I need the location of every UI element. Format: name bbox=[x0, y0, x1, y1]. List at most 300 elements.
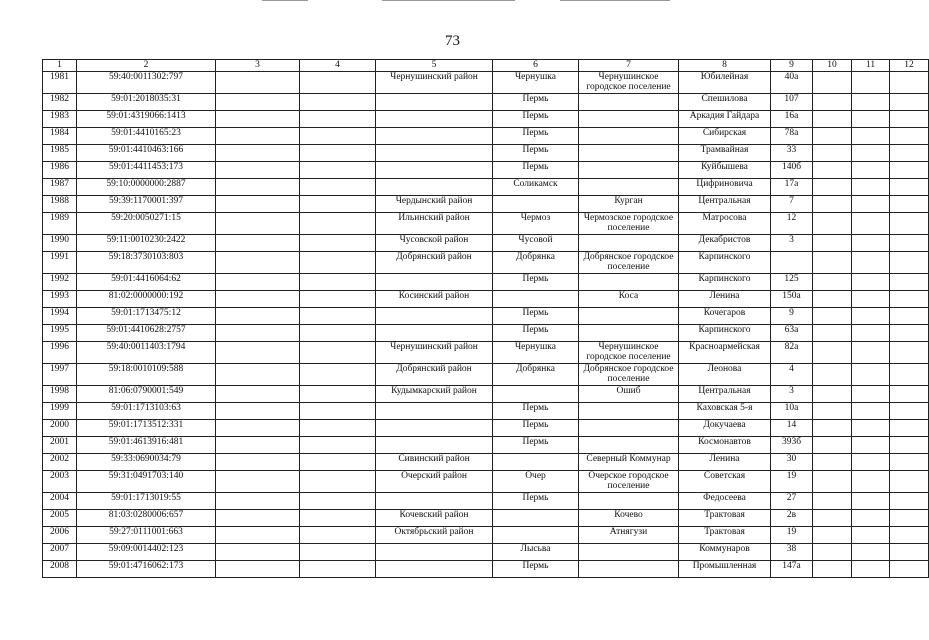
cell-row-number: 1995 bbox=[43, 325, 77, 342]
cell-settlement: Пермь bbox=[493, 111, 579, 128]
cell-municipality-or-locality bbox=[579, 94, 679, 111]
column-header: 2 bbox=[77, 60, 216, 72]
cell-col-12 bbox=[890, 291, 929, 308]
cell-municipality-or-locality bbox=[579, 493, 679, 510]
cell-cadastral-number: 59:01:1713103:63 bbox=[77, 403, 216, 420]
cell-district: Чердынский район bbox=[376, 196, 493, 213]
cell-settlement bbox=[493, 291, 579, 308]
cell-municipality-or-locality bbox=[579, 235, 679, 252]
cell-col-3 bbox=[216, 162, 300, 179]
cell-col-12 bbox=[890, 527, 929, 544]
cell-col-10 bbox=[813, 196, 852, 213]
cell-municipality-or-locality bbox=[579, 162, 679, 179]
cell-municipality-or-locality bbox=[579, 420, 679, 437]
table-row bbox=[43, 510, 929, 527]
column-header: 5 bbox=[376, 60, 493, 72]
cell-cadastral-number: 59:01:1713512:331 bbox=[77, 420, 216, 437]
cell-row-number: 1998 bbox=[43, 386, 77, 403]
cell-district bbox=[376, 179, 493, 196]
cell-col-11 bbox=[852, 111, 890, 128]
cell-settlement bbox=[493, 454, 579, 471]
cell-col-12 bbox=[890, 308, 929, 325]
registry-table bbox=[42, 59, 929, 578]
scan-artifact-line bbox=[382, 0, 515, 1]
cell-district: Чусовской район bbox=[376, 235, 493, 252]
cell-street: Сибирская bbox=[679, 128, 771, 145]
cell-house-number: 3 bbox=[771, 386, 813, 403]
cell-street: Кочегаров bbox=[679, 308, 771, 325]
cell-col-12 bbox=[890, 111, 929, 128]
cell-cadastral-number: 59:01:2018035:31 bbox=[77, 94, 216, 111]
cell-col-10 bbox=[813, 364, 852, 386]
cell-street: Матросова bbox=[679, 213, 771, 235]
cell-col-10 bbox=[813, 386, 852, 403]
cell-col-10 bbox=[813, 454, 852, 471]
cell-municipality-or-locality: Северный Коммунар bbox=[579, 454, 679, 471]
cell-municipality-or-locality: Добрянское городское поселение bbox=[579, 364, 679, 386]
cell-col-11 bbox=[852, 162, 890, 179]
cell-row-number: 1981 bbox=[43, 72, 77, 94]
cell-col-12 bbox=[890, 128, 929, 145]
cell-col-11 bbox=[852, 274, 890, 291]
cell-district: Косинский район bbox=[376, 291, 493, 308]
cell-settlement bbox=[493, 196, 579, 213]
cell-col-10 bbox=[813, 544, 852, 561]
cell-settlement: Добрянка bbox=[493, 252, 579, 274]
cell-house-number: 27 bbox=[771, 493, 813, 510]
cell-cadastral-number: 81:06:0790001:549 bbox=[77, 386, 216, 403]
cell-cadastral-number: 59:01:1713019:55 bbox=[77, 493, 216, 510]
cell-settlement: Очер bbox=[493, 471, 579, 493]
cell-settlement: Пермь bbox=[493, 128, 579, 145]
cell-house-number: 82а bbox=[771, 342, 813, 364]
cell-municipality-or-locality bbox=[579, 308, 679, 325]
cell-col-11 bbox=[852, 544, 890, 561]
cell-col-10 bbox=[813, 291, 852, 308]
cell-col-3 bbox=[216, 364, 300, 386]
cell-row-number: 1986 bbox=[43, 162, 77, 179]
cell-col-11 bbox=[852, 437, 890, 454]
cell-col-10 bbox=[813, 527, 852, 544]
column-header: 6 bbox=[493, 60, 579, 72]
cell-col-3 bbox=[216, 145, 300, 162]
cell-col-12 bbox=[890, 213, 929, 235]
cell-settlement bbox=[493, 527, 579, 544]
cell-col-4 bbox=[300, 342, 376, 364]
cell-col-12 bbox=[890, 403, 929, 420]
column-header: 10 bbox=[813, 60, 852, 72]
cell-cadastral-number: 59:01:4319066:1413 bbox=[77, 111, 216, 128]
cell-col-11 bbox=[852, 493, 890, 510]
cell-municipality-or-locality bbox=[579, 145, 679, 162]
cell-col-3 bbox=[216, 386, 300, 403]
cell-settlement: Пермь bbox=[493, 437, 579, 454]
cell-col-3 bbox=[216, 342, 300, 364]
cell-municipality-or-locality: Чернушинское городское поселение bbox=[579, 342, 679, 364]
cell-col-10 bbox=[813, 325, 852, 342]
cell-col-12 bbox=[890, 325, 929, 342]
cell-col-11 bbox=[852, 454, 890, 471]
cell-row-number: 2000 bbox=[43, 420, 77, 437]
cell-street: Космонавтов bbox=[679, 437, 771, 454]
cell-municipality-or-locality: Курган bbox=[579, 196, 679, 213]
cell-house-number: 16а bbox=[771, 111, 813, 128]
cell-col-4 bbox=[300, 493, 376, 510]
cell-col-12 bbox=[890, 364, 929, 386]
cell-col-3 bbox=[216, 128, 300, 145]
table-row bbox=[43, 72, 929, 94]
cell-col-12 bbox=[890, 454, 929, 471]
cell-col-11 bbox=[852, 527, 890, 544]
cell-street: Каховская 5-я bbox=[679, 403, 771, 420]
cell-col-3 bbox=[216, 544, 300, 561]
cell-row-number: 1997 bbox=[43, 364, 77, 386]
cell-district: Ильинский район bbox=[376, 213, 493, 235]
cell-municipality-or-locality: Добрянское городское поселение bbox=[579, 252, 679, 274]
cell-cadastral-number: 59:01:4410628:2757 bbox=[77, 325, 216, 342]
cell-cadastral-number: 59:01:4613916:481 bbox=[77, 437, 216, 454]
cell-col-12 bbox=[890, 274, 929, 291]
cell-row-number: 1987 bbox=[43, 179, 77, 196]
cell-street: Трамвайная bbox=[679, 145, 771, 162]
column-header: 1 bbox=[43, 60, 77, 72]
cell-col-3 bbox=[216, 403, 300, 420]
cell-district: Кочевский район bbox=[376, 510, 493, 527]
cell-cadastral-number: 59:18:0010109:588 bbox=[77, 364, 216, 386]
cell-col-12 bbox=[890, 162, 929, 179]
cell-district: Чернушинский район bbox=[376, 342, 493, 364]
cell-col-12 bbox=[890, 94, 929, 111]
cell-district bbox=[376, 437, 493, 454]
column-header: 3 bbox=[216, 60, 300, 72]
cell-col-4 bbox=[300, 454, 376, 471]
table-row bbox=[43, 471, 929, 493]
cell-col-4 bbox=[300, 145, 376, 162]
table-row bbox=[43, 420, 929, 437]
cell-col-4 bbox=[300, 128, 376, 145]
cell-cadastral-number: 59:01:4410463:166 bbox=[77, 145, 216, 162]
cell-house-number: 40а bbox=[771, 72, 813, 94]
cell-street: Спешилова bbox=[679, 94, 771, 111]
cell-street: Федосеева bbox=[679, 493, 771, 510]
cell-col-10 bbox=[813, 145, 852, 162]
table-row bbox=[43, 364, 929, 386]
cell-street: Коммунаров bbox=[679, 544, 771, 561]
column-header: 11 bbox=[852, 60, 890, 72]
cell-col-12 bbox=[890, 561, 929, 578]
cell-cadastral-number: 59:01:4716062:173 bbox=[77, 561, 216, 578]
table-row bbox=[43, 325, 929, 342]
cell-house-number: 7 bbox=[771, 196, 813, 213]
cell-col-10 bbox=[813, 471, 852, 493]
cell-row-number: 2007 bbox=[43, 544, 77, 561]
cell-district bbox=[376, 420, 493, 437]
column-header: 8 bbox=[679, 60, 771, 72]
cell-settlement: Пермь bbox=[493, 308, 579, 325]
cell-district bbox=[376, 145, 493, 162]
table-row bbox=[43, 291, 929, 308]
cell-municipality-or-locality bbox=[579, 325, 679, 342]
cell-house-number: 3 bbox=[771, 235, 813, 252]
cell-street: Трактовая bbox=[679, 527, 771, 544]
cell-district: Октябрьский район bbox=[376, 527, 493, 544]
cell-cadastral-number: 59:20:0050271:15 bbox=[77, 213, 216, 235]
cell-col-4 bbox=[300, 94, 376, 111]
cell-district: Сивинский район bbox=[376, 454, 493, 471]
cell-col-3 bbox=[216, 325, 300, 342]
cell-cadastral-number: 59:01:4416064:62 bbox=[77, 274, 216, 291]
table-row bbox=[43, 454, 929, 471]
cell-col-11 bbox=[852, 94, 890, 111]
cell-col-10 bbox=[813, 510, 852, 527]
table-row bbox=[43, 544, 929, 561]
cell-col-4 bbox=[300, 471, 376, 493]
cell-row-number: 2001 bbox=[43, 437, 77, 454]
cell-row-number: 2003 bbox=[43, 471, 77, 493]
cell-district: Очерский район bbox=[376, 471, 493, 493]
cell-house-number: 9 bbox=[771, 308, 813, 325]
cell-street: Аркадия Гайдара bbox=[679, 111, 771, 128]
cell-district bbox=[376, 274, 493, 291]
cell-municipality-or-locality: Очерское городское поселение bbox=[579, 471, 679, 493]
cell-col-10 bbox=[813, 437, 852, 454]
cell-col-11 bbox=[852, 128, 890, 145]
cell-col-3 bbox=[216, 179, 300, 196]
cell-cadastral-number: 59:09:0014402:123 bbox=[77, 544, 216, 561]
cell-house-number: 150а bbox=[771, 291, 813, 308]
cell-settlement: Чермоз bbox=[493, 213, 579, 235]
cell-col-4 bbox=[300, 308, 376, 325]
cell-col-11 bbox=[852, 196, 890, 213]
scan-artifact-line bbox=[560, 0, 670, 1]
cell-street: Красноармейская bbox=[679, 342, 771, 364]
cell-municipality-or-locality: Кочево bbox=[579, 510, 679, 527]
cell-cadastral-number: 59:27:0111001:663 bbox=[77, 527, 216, 544]
cell-row-number: 1992 bbox=[43, 274, 77, 291]
cell-municipality-or-locality bbox=[579, 274, 679, 291]
cell-cadastral-number: 59:33:0690034:79 bbox=[77, 454, 216, 471]
cell-house-number: 107 bbox=[771, 94, 813, 111]
cell-col-4 bbox=[300, 510, 376, 527]
cell-col-3 bbox=[216, 291, 300, 308]
cell-row-number: 1984 bbox=[43, 128, 77, 145]
cell-municipality-or-locality: Атнягузи bbox=[579, 527, 679, 544]
table-row bbox=[43, 128, 929, 145]
cell-col-10 bbox=[813, 342, 852, 364]
cell-row-number: 2006 bbox=[43, 527, 77, 544]
cell-col-11 bbox=[852, 342, 890, 364]
cell-col-4 bbox=[300, 72, 376, 94]
cell-col-12 bbox=[890, 179, 929, 196]
cell-col-10 bbox=[813, 128, 852, 145]
scan-artifact-line bbox=[262, 0, 308, 1]
cell-col-3 bbox=[216, 196, 300, 213]
cell-settlement: Пермь bbox=[493, 325, 579, 342]
cell-district bbox=[376, 111, 493, 128]
cell-house-number: 78а bbox=[771, 128, 813, 145]
cell-house-number: 38 bbox=[771, 544, 813, 561]
cell-col-12 bbox=[890, 493, 929, 510]
cell-row-number: 2004 bbox=[43, 493, 77, 510]
cell-col-10 bbox=[813, 308, 852, 325]
cell-municipality-or-locality: Чермозское городское поселение bbox=[579, 213, 679, 235]
cell-street: Юбилейная bbox=[679, 72, 771, 94]
cell-row-number: 2008 bbox=[43, 561, 77, 578]
table-body bbox=[43, 72, 929, 578]
cell-street: Леонова bbox=[679, 364, 771, 386]
cell-house-number bbox=[771, 252, 813, 274]
cell-street: Докучаева bbox=[679, 420, 771, 437]
cell-col-3 bbox=[216, 510, 300, 527]
cell-settlement: Пермь bbox=[493, 94, 579, 111]
cell-street: Промышленная bbox=[679, 561, 771, 578]
cell-municipality-or-locality bbox=[579, 111, 679, 128]
cell-col-12 bbox=[890, 471, 929, 493]
cell-municipality-or-locality bbox=[579, 403, 679, 420]
cell-settlement: Лысьва bbox=[493, 544, 579, 561]
cell-cadastral-number: 59:18:3730103:803 bbox=[77, 252, 216, 274]
cell-col-11 bbox=[852, 561, 890, 578]
cell-col-11 bbox=[852, 471, 890, 493]
cell-col-4 bbox=[300, 252, 376, 274]
cell-municipality-or-locality bbox=[579, 128, 679, 145]
cell-col-12 bbox=[890, 386, 929, 403]
cell-col-10 bbox=[813, 252, 852, 274]
cell-cadastral-number: 59:01:4411453:173 bbox=[77, 162, 216, 179]
cell-district bbox=[376, 162, 493, 179]
cell-col-4 bbox=[300, 162, 376, 179]
cell-col-12 bbox=[890, 252, 929, 274]
table-row bbox=[43, 403, 929, 420]
cell-settlement: Пермь bbox=[493, 493, 579, 510]
cell-cadastral-number: 81:03:0280006:657 bbox=[77, 510, 216, 527]
cell-house-number: 4 bbox=[771, 364, 813, 386]
cell-row-number: 1989 bbox=[43, 213, 77, 235]
cell-settlement: Чернушка bbox=[493, 72, 579, 94]
cell-district: Добрянский район bbox=[376, 364, 493, 386]
cell-col-3 bbox=[216, 420, 300, 437]
cell-street: Ленина bbox=[679, 454, 771, 471]
cell-house-number: 2в bbox=[771, 510, 813, 527]
cell-row-number: 1982 bbox=[43, 94, 77, 111]
cell-col-12 bbox=[890, 196, 929, 213]
cell-district bbox=[376, 308, 493, 325]
cell-settlement: Чернушка bbox=[493, 342, 579, 364]
cell-col-4 bbox=[300, 196, 376, 213]
cell-district bbox=[376, 94, 493, 111]
cell-col-12 bbox=[890, 420, 929, 437]
cell-col-11 bbox=[852, 420, 890, 437]
cell-col-10 bbox=[813, 561, 852, 578]
cell-col-4 bbox=[300, 386, 376, 403]
page-number: 73 bbox=[445, 33, 460, 49]
cell-street: Центральная bbox=[679, 386, 771, 403]
cell-street: Трактовая bbox=[679, 510, 771, 527]
cell-row-number: 1988 bbox=[43, 196, 77, 213]
cell-col-10 bbox=[813, 162, 852, 179]
cell-house-number: 63а bbox=[771, 325, 813, 342]
cell-col-10 bbox=[813, 493, 852, 510]
column-header: 7 bbox=[579, 60, 679, 72]
cell-row-number: 2005 bbox=[43, 510, 77, 527]
cell-col-3 bbox=[216, 274, 300, 291]
table-row bbox=[43, 561, 929, 578]
table-row bbox=[43, 274, 929, 291]
cell-col-10 bbox=[813, 72, 852, 94]
cell-col-11 bbox=[852, 235, 890, 252]
cell-house-number: 12 bbox=[771, 213, 813, 235]
cell-col-4 bbox=[300, 235, 376, 252]
cell-district bbox=[376, 493, 493, 510]
cell-district bbox=[376, 403, 493, 420]
cell-district: Кудымкарский район bbox=[376, 386, 493, 403]
cell-house-number: 393б bbox=[771, 437, 813, 454]
cell-street: Карпинского bbox=[679, 252, 771, 274]
cell-col-4 bbox=[300, 291, 376, 308]
cell-col-3 bbox=[216, 213, 300, 235]
cell-district bbox=[376, 561, 493, 578]
cell-cadastral-number: 59:10:0000000:2887 bbox=[77, 179, 216, 196]
cell-street: Карпинского bbox=[679, 325, 771, 342]
cell-col-11 bbox=[852, 364, 890, 386]
cell-street: Карпинского bbox=[679, 274, 771, 291]
cell-col-12 bbox=[890, 544, 929, 561]
cell-house-number: 19 bbox=[771, 471, 813, 493]
cell-col-11 bbox=[852, 213, 890, 235]
cell-settlement: Соликамск bbox=[493, 179, 579, 196]
cell-row-number: 1996 bbox=[43, 342, 77, 364]
cell-house-number: 10а bbox=[771, 403, 813, 420]
table-row bbox=[43, 213, 929, 235]
cell-col-4 bbox=[300, 325, 376, 342]
header-row bbox=[43, 60, 929, 72]
cell-col-4 bbox=[300, 364, 376, 386]
cell-col-11 bbox=[852, 325, 890, 342]
cell-col-4 bbox=[300, 179, 376, 196]
cell-col-11 bbox=[852, 403, 890, 420]
cell-street: Советская bbox=[679, 471, 771, 493]
cell-house-number: 17а bbox=[771, 179, 813, 196]
cell-col-4 bbox=[300, 213, 376, 235]
cell-col-3 bbox=[216, 252, 300, 274]
cell-municipality-or-locality bbox=[579, 544, 679, 561]
cell-district: Добрянский район bbox=[376, 252, 493, 274]
cell-settlement: Чусовой bbox=[493, 235, 579, 252]
cell-row-number: 2002 bbox=[43, 454, 77, 471]
cell-cadastral-number: 59:01:4410165:23 bbox=[77, 128, 216, 145]
cell-col-11 bbox=[852, 510, 890, 527]
cell-house-number: 19 bbox=[771, 527, 813, 544]
cell-municipality-or-locality: Ошиб bbox=[579, 386, 679, 403]
cell-col-11 bbox=[852, 72, 890, 94]
column-header: 12 bbox=[890, 60, 929, 72]
cell-row-number: 1990 bbox=[43, 235, 77, 252]
cell-col-3 bbox=[216, 437, 300, 454]
cell-cadastral-number: 59:40:0011403:1794 bbox=[77, 342, 216, 364]
table-row bbox=[43, 162, 929, 179]
table-row bbox=[43, 111, 929, 128]
cell-district bbox=[376, 544, 493, 561]
cell-col-12 bbox=[890, 437, 929, 454]
cell-street: Цифриновича bbox=[679, 179, 771, 196]
cell-district: Чернушинский район bbox=[376, 72, 493, 94]
column-header: 4 bbox=[300, 60, 376, 72]
table-row bbox=[43, 196, 929, 213]
cell-col-11 bbox=[852, 179, 890, 196]
cell-street: Центральная bbox=[679, 196, 771, 213]
cell-municipality-or-locality bbox=[579, 437, 679, 454]
cell-col-11 bbox=[852, 291, 890, 308]
